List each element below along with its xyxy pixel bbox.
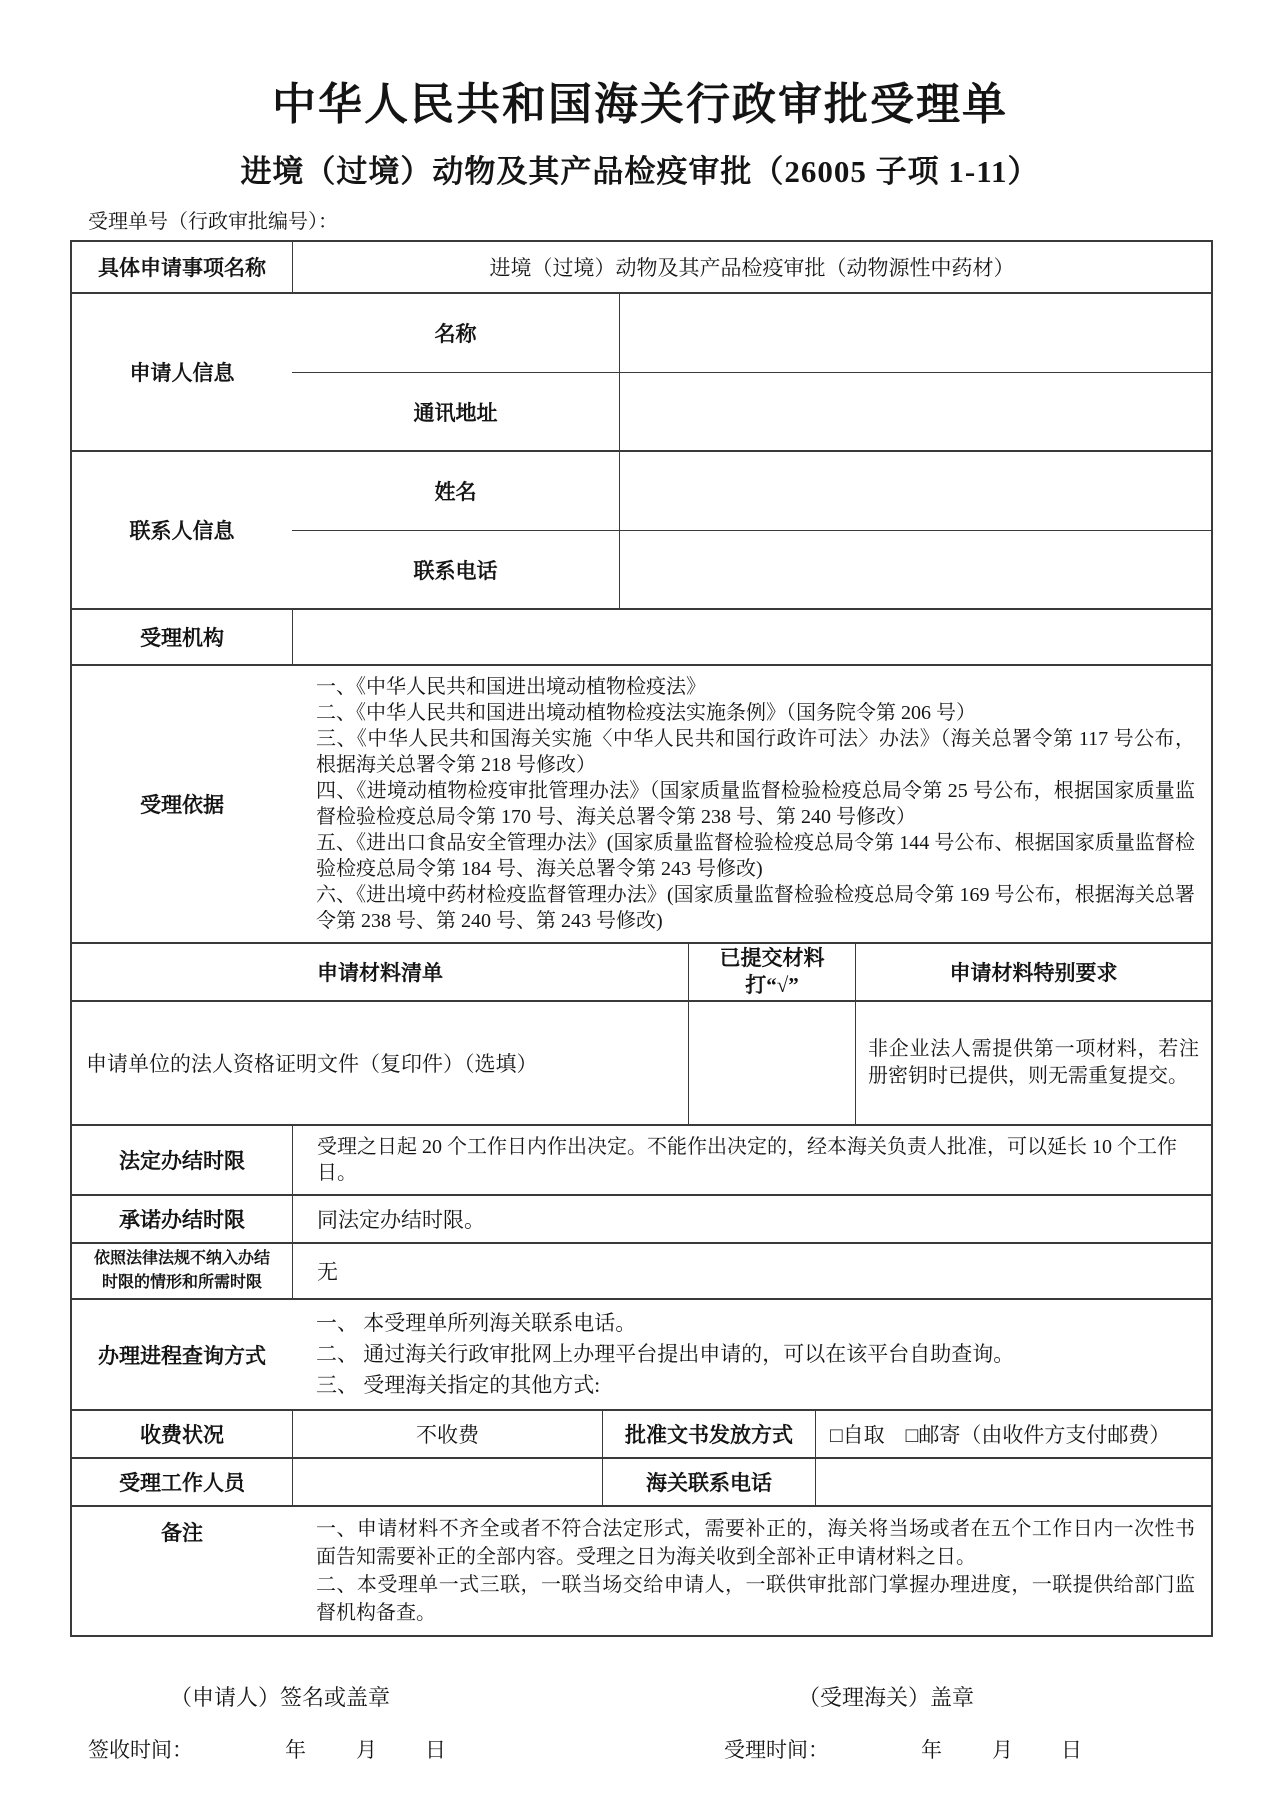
signature-row [0,1681,1280,1712]
materials-submitted-header [688,944,855,1000]
applicant-address-label: 通讯地址 [413,400,498,425]
item-name-label: 具体申请事项名称 [98,256,266,280]
time-row [0,1734,1280,1764]
basis-line-5: 五、《进出口食品安全管理办法》(国家质量监督检验检疫总局令第 144 号公布、根据国家质量监督检验检疫总局令第 184 号、海关总署令第 243 号修改) [316,832,1195,880]
progress-query-methods [292,1300,1211,1409]
customs-phone-label: 海关联系电话 [602,1459,815,1505]
basis-line-1: 一、《中华人民共和国进出境动植物检疫法》 [316,676,706,698]
remarks-line-2: 二、本受理单一式三联，一联当场交给申请人，一联供审批部门掌握办理进度，一联提供给部门监督机构备查。 [316,1574,1195,1624]
promised-time-label: 承诺办结时限 [119,1208,245,1232]
row-statutory-time [72,1124,1211,1194]
item-name-value: 进境（过境）动物及其产品检疫审批（动物源性中药材） [292,242,1211,292]
materials-list-header: 申请材料清单 [317,961,443,985]
row-staff-phone [72,1457,1211,1505]
contact-phone-value [619,531,1211,608]
row-promised-time [72,1194,1211,1242]
materials-submitted-header-line2: 打“√” [745,973,799,997]
accept-time-year: 年 [921,1738,942,1762]
materials-special-header: 申请材料特别要求 [855,944,1211,1000]
delivery-method-label: 批准文书发放方式 [602,1411,815,1457]
row-accepting-org [72,608,1211,664]
sign-time-label: 签收时间： [88,1738,193,1762]
row-progress-query [72,1298,1211,1409]
row-applicant-info [72,292,1211,450]
basis-label: 受理依据 [140,793,224,817]
fee-label: 收费状况 [140,1423,224,1447]
contact-name-row [292,452,1211,530]
row-excluded-time [72,1242,1211,1298]
remarks-text [292,1507,1211,1635]
row-material-item [72,1000,1211,1124]
statutory-time-value: 受理之日起 20 个工作日内作出决定。不能作出决定的，经本海关负责人批准，可以延长 10 个工作日。 [292,1126,1211,1194]
form-number-label: 受理单号（行政审批编号）： [88,211,338,233]
excluded-time-value: 无 [292,1244,1211,1298]
row-fee-delivery [72,1409,1211,1457]
applicant-address-value [619,373,1211,450]
progress-query-line-2: 二、 通过海关行政审批网上办理平台提出申请的，可以在该平台自助查询。 [316,1342,1015,1366]
row-item-name [72,242,1211,292]
sign-time-year: 年 [285,1738,306,1762]
progress-query-line-1: 一、 本受理单所列海关联系电话。 [316,1311,637,1335]
customs-seal-label: （受理海关）盖章 [798,1685,975,1710]
basis-line-6: 六、《进出境中药材检疫监督管理办法》(国家质量监督检验检疫总局令第 169 号公布，根据海关总署令第 238 号、第 240 号、第 243 号修改) [316,884,1195,932]
row-remarks [72,1505,1211,1635]
contact-subrows [292,452,1211,608]
staff-label: 受理工作人员 [119,1471,245,1495]
excluded-time-label [72,1244,292,1298]
page-title: 中华人民共和国海关行政审批受理单 [272,80,1008,129]
contact-phone-label: 联系电话 [413,558,498,583]
progress-query-label: 办理进程查询方式 [98,1343,266,1368]
row-materials-header [72,942,1211,1000]
accepting-org-value [292,610,1211,664]
approval-form-table [70,240,1213,1637]
sign-time-month: 月 [356,1738,377,1762]
row-basis [72,664,1211,942]
basis-line-2: 二、《中华人民共和国进出境动植物检疫法实施条例》（国务院令第 206 号） [316,702,976,724]
applicant-name-row [292,294,1211,372]
remarks-label: 备注 [161,1521,203,1545]
page-subtitle: 进境（过境）动物及其产品检疫审批（26005 子项 1-11） [240,154,1040,189]
materials-submitted-header-line1: 已提交材料 [719,946,825,970]
basis-line-4: 四、《进境动植物检疫审批管理办法》（国家质量监督检验检疫总局令第 25 号公布，根据国家质量监督检验检疫总局令第 170 号、海关总署令第 238 号、第 240 号修改） [316,780,1195,828]
applicant-signature-label: （申请人）签名或盖章 [170,1685,391,1710]
fee-value: 不收费 [292,1411,602,1457]
statutory-time-label: 法定办结时限 [119,1149,245,1173]
excluded-time-label-line2: 时限的情形和所需时限 [101,1274,262,1291]
material-name: 申请单位的法人资格证明文件（复印件）（选填） [86,1052,538,1076]
excluded-time-label-line1: 依照法律法规不纳入办结 [93,1250,270,1267]
accept-time-day: 日 [1061,1738,1082,1762]
material-special-requirement: 非企业法人需提供第一项材料，若注册密钥时已提供，则无需重复提交。 [855,1002,1211,1124]
sign-time-day: 日 [425,1738,446,1762]
applicant-subrows [292,294,1211,450]
contact-name-value [619,452,1211,530]
delivery-method-options: □自取 □邮寄（由收件方支付邮费） [815,1411,1211,1457]
row-contact-info [72,450,1211,608]
accept-time-label: 受理时间： [724,1738,829,1762]
material-submitted-mark [688,1002,855,1124]
contact-group-label: 联系人信息 [129,519,235,543]
applicant-group-label: 申请人信息 [129,361,235,385]
customs-phone-value [815,1459,1211,1505]
contact-phone-row [292,530,1211,608]
applicant-name-value [619,294,1211,372]
accept-time-month: 月 [992,1738,1013,1762]
applicant-name-label: 名称 [434,322,477,346]
basis-line-3: 三、《中华人民共和国海关实施〈中华人民共和国行政许可法〉办法》（海关总署令第 117 号公布，根据海关总署令第 218 号修改） [316,728,1195,776]
applicant-address-row [292,372,1211,450]
progress-query-line-3: 三、 受理海关指定的其他方式: [316,1373,601,1397]
basis-text [292,666,1211,942]
remarks-line-1: 一、申请材料不齐全或者不符合法定形式，需要补正的，海关将当场或者在五个工作日内一次性书面告知需要补正的全部内容。受理之日为海关收到全部补正申请材料之日。 [316,1518,1195,1568]
promised-time-value: 同法定办结时限。 [292,1196,1211,1242]
accepting-org-label: 受理机构 [140,626,224,650]
staff-value [292,1459,602,1505]
contact-name-label: 姓名 [434,480,477,504]
